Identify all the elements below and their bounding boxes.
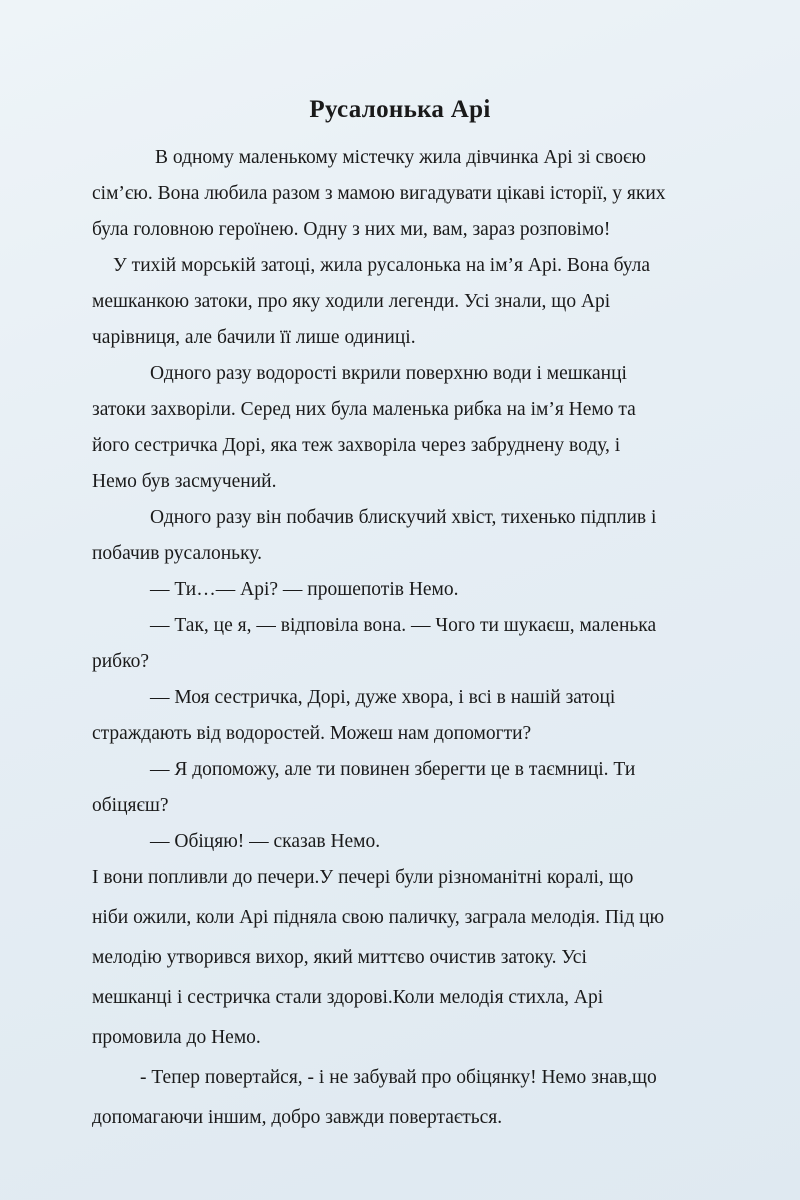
text-line: У тихій морській затоці, жила русалонька на ім’я Арі. Вона була (113, 255, 651, 276)
text-line: - Тепер повертайся, - і не забувай про обіцянку! Немо знав,що (140, 1067, 657, 1088)
document-title: Русалонька Арі (309, 96, 491, 123)
text-line: промовила до Немо. (92, 1027, 261, 1048)
text-line: Одного разу він побачив блискучий хвіст, тихенько підплив і (150, 507, 657, 528)
text-line: — Я допоможу, але ти повинен зберегти це в таємниці. Ти (150, 759, 636, 780)
text-line: І вони попливли до печери.У печері були різноманітні коралі, що (92, 867, 634, 888)
text-line: сім’єю. Вона любила разом з мамою вигадувати цікаві історії, у яких (92, 183, 666, 204)
text-line: Одного разу водорості вкрили поверхню води і мешканці (150, 363, 627, 384)
text-line: була головною героїнею. Одну з них ми, вам, зараз розповімо! (92, 219, 611, 240)
text-line: мелодію утворився вихор, який миттєво очистив затоку. Усі (92, 947, 587, 968)
text-line: — Так, це я, — відповіла вона. — Чого ти шукаєш, маленька (150, 615, 657, 636)
text-line: допомагаючи іншим, добро завжди повертається. (92, 1107, 503, 1128)
text-line: страждають від водоростей. Можеш нам допомогти? (92, 723, 532, 744)
text-line: чарівниця, але бачили її лише одиниці. (92, 327, 416, 348)
text-line: рибко? (92, 651, 149, 672)
text-line: його сестричка Дорі, яка теж захворіла через забруднену воду, і (92, 435, 621, 456)
text-line: ніби ожили, коли Арі підняла свою паличку, заграла мелодія. Під цю (92, 907, 665, 928)
text-line: мешканкою затоки, про яку ходили легенди. Усі знали, що Арі (92, 291, 611, 312)
text-line: В одному маленькому містечку жила дівчинка Арі зі своєю (155, 147, 646, 168)
text-line: затоки захворіли. Серед них була маленька рибка на ім’я Немо та (92, 399, 636, 420)
text-line: Немо був засмучений. (92, 471, 277, 492)
text-line: — Ти…— Арі? — прошепотів Немо. (150, 579, 459, 600)
text-line: обіцяєш? (92, 795, 169, 816)
text-line: мешканці і сестричка стали здорові.Коли мелодія стихла, Арі (92, 987, 604, 1008)
text-line: побачив русалоньку. (92, 543, 262, 564)
text-line: — Обіцяю! — сказав Немо. (150, 831, 381, 852)
text-line: — Моя сестричка, Дорі, дуже хвора, і всі в нашій затоці (150, 687, 616, 708)
